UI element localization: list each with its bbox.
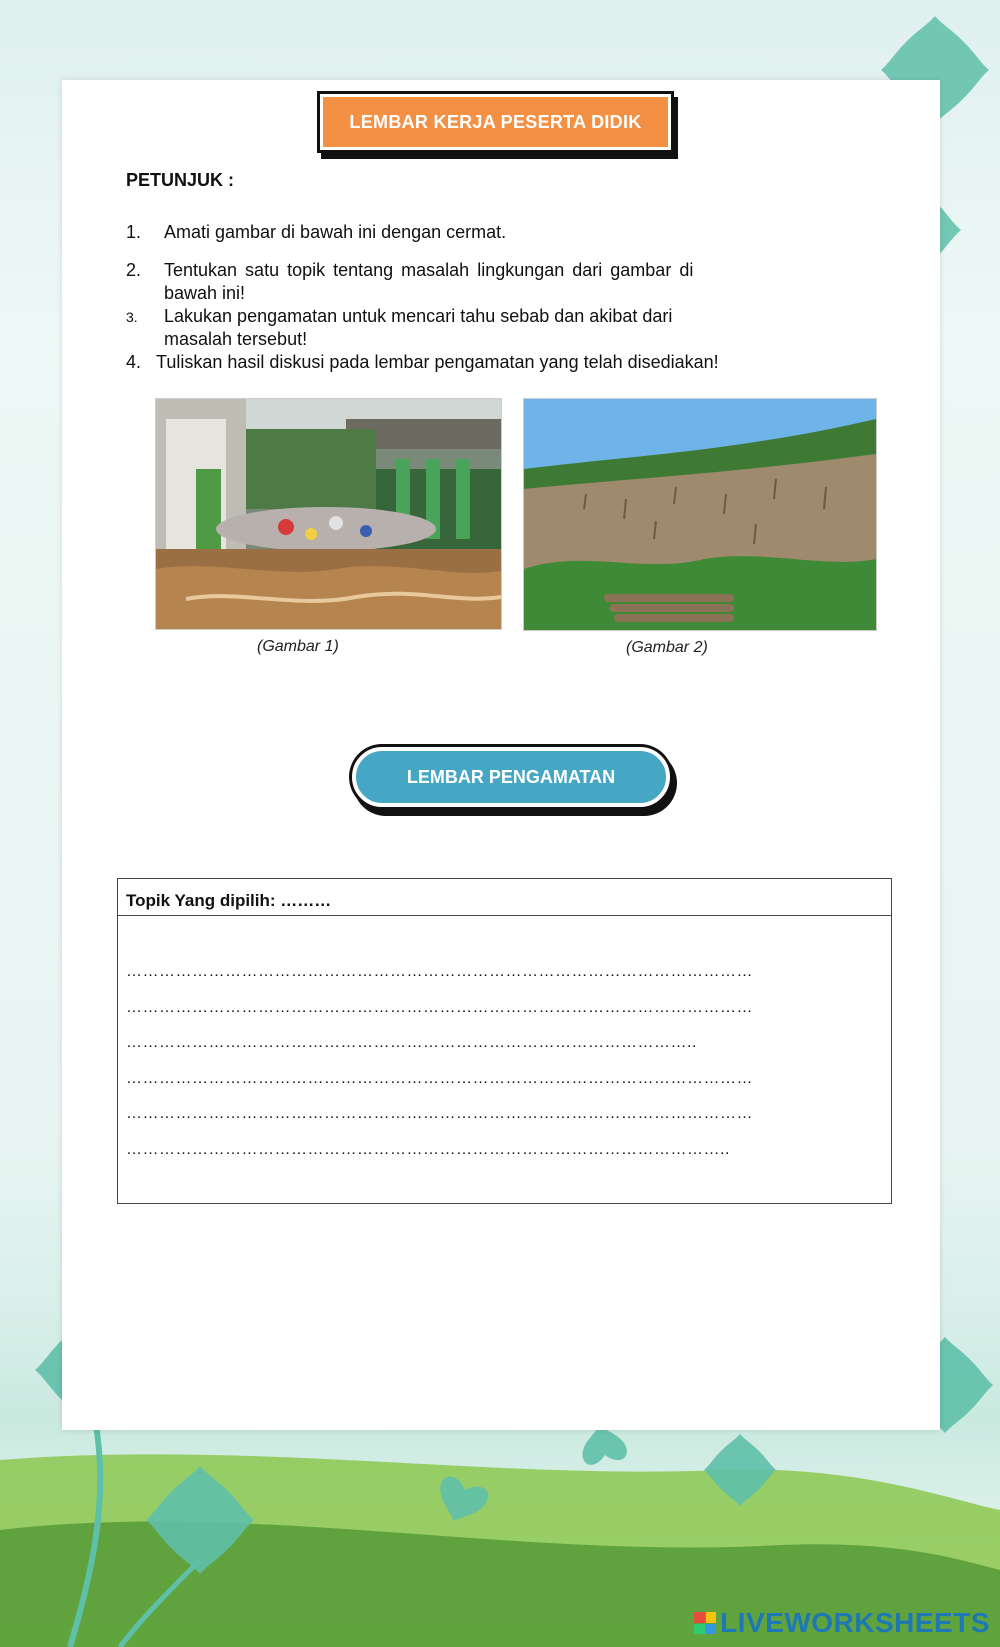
answer-line[interactable]: ……………………………………………………………………………………………………: [126, 1070, 753, 1087]
item-number: 3.: [126, 309, 138, 325]
list-item: [126, 306, 673, 349]
instructions-heading: PETUNJUK :: [126, 170, 235, 190]
item-number: 2.: [126, 260, 142, 280]
item-text: Lakukan pengamatan untuk mencari tahu sebab dan akibat dari: [164, 306, 673, 326]
brand-name: LIVEWORKSHEETS: [720, 1607, 990, 1638]
list-item: [126, 352, 719, 373]
item-text: Amati gambar di bawah ini dengan cermat.: [164, 222, 507, 242]
answer-line[interactable]: ……………………………………………………………………………………………………: [126, 999, 753, 1016]
observation-banner: [348, 743, 672, 811]
item-number: 1.: [126, 222, 142, 242]
list-item: [126, 260, 694, 303]
liveworksheets-logo-icon: [694, 1612, 716, 1634]
item-number: 4.: [126, 352, 142, 372]
item-text-continued: bawah ini!: [164, 283, 246, 303]
figure-1-caption: (Gambar 1): [257, 638, 339, 655]
page-title: LEMBAR KERJA PESERTA DIDIK: [320, 94, 671, 150]
brand-watermark: [694, 1607, 990, 1639]
observation-table: [117, 878, 892, 1204]
answer-line[interactable]: ……………………………………………………………………………………………………: [126, 963, 753, 980]
answer-line[interactable]: ………………………………………………………………………………………………..: [126, 1141, 730, 1158]
figure-2-caption: (Gambar 2): [626, 639, 708, 656]
title-banner: [305, 88, 687, 160]
item-text: Tuliskan hasil diskusi pada lembar pengamatan yang telah disediakan!: [156, 352, 719, 372]
answer-line[interactable]: …………………………………………………………………………………………..: [126, 1034, 697, 1051]
topic-label[interactable]: Topik Yang dipilih: ………: [118, 879, 891, 916]
item-text: Tentukan satu topik tentang masalah lingkungan dari gambar di: [164, 260, 694, 280]
flood-photo: [155, 398, 502, 630]
list-item: [126, 222, 507, 243]
answer-line[interactable]: ……………………………………………………………………………………………………: [126, 1105, 753, 1122]
observation-title: LEMBAR PENGAMATAN: [352, 747, 670, 807]
deforestation-photo: [523, 398, 877, 631]
item-text-continued: masalah tersebut!: [164, 329, 308, 349]
